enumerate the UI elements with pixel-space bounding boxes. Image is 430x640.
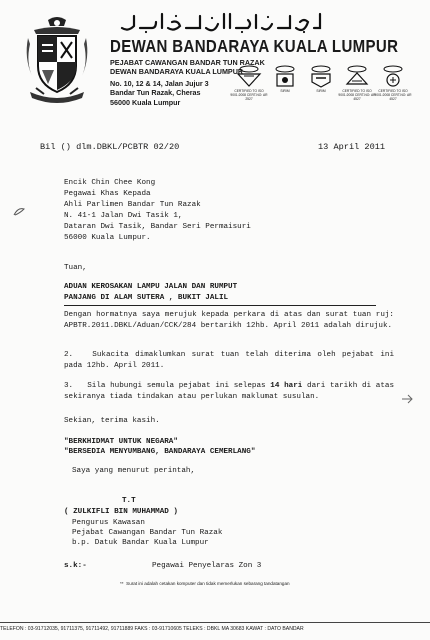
cert-mark-icon [234, 64, 264, 88]
paragraph-2: 2. Sukacita dimaklumkan surat tuan telah diterima oleh pejabat ini pada 12hb. April 2011. [64, 351, 394, 370]
cert-mark-icon [378, 64, 408, 88]
branch-line1: PEJABAT CAWANGAN BANDAR TUN RAZAK [110, 58, 265, 67]
signatory-name: ( ZULKIFLI BIN MUHAMMAD ) [64, 508, 178, 516]
address-line1: No. 10, 12 & 14, Jalan Jujur 3 [110, 79, 209, 88]
svg-text:ديوان بندارايا کوالا لومڤور: ديوان بندارايا کوالا لومڤور [118, 10, 129, 11]
dbkl-crest-icon [22, 14, 92, 104]
copy-label: s.k:- [64, 562, 87, 570]
recipient-line: 56000 Kuala Lumpur. [64, 234, 151, 242]
letter-date: 13 April 2011 [318, 142, 386, 152]
certification-badge: SIRIM [266, 64, 304, 93]
paragraph-3: 3. Sila hubungi semula pejabat ini selepas 14 hari dari tarikh di atas sekiranya tiada tindakan atau perlukan maklumat susulan. [64, 382, 395, 401]
jawi-title [118, 10, 324, 34]
sirim-mark-icon [306, 64, 336, 88]
salutation: Tuan, [64, 264, 87, 272]
margin-mark-icon [12, 205, 26, 217]
footer-rule [0, 622, 430, 623]
certification-badge: CERTIFIED TO ISO 9001:2008 CERT.NO: AR 4527 [374, 64, 412, 101]
recipient-line: Dataran Dwi Tasik, Bandar Seri Permaisuri [64, 223, 251, 231]
sirim-mark-icon [270, 64, 300, 88]
sign-off: Saya yang menurut perintah, [72, 467, 196, 475]
cert-mark-icon [342, 64, 372, 88]
subject-line1: ADUAN KEROSAKAN LAMPU JALAN DAN RUMPUT [64, 283, 238, 291]
organisation-name: DEWAN BANDARAYA KUALA LUMPUR [110, 36, 399, 56]
subject-line2: PANJANG DI ALAM SUTERA , BUKIT JALIL [64, 294, 229, 302]
signature-tt: T.T [122, 497, 136, 505]
subject-underline [64, 305, 376, 306]
handwritten-number: ) dlm.DBKL/PCBTR 02/20 [65, 142, 180, 152]
branch-line2: DEWAN BANDARAYA KUALA LUMPUR [110, 67, 244, 76]
recipient-line: Ahli Parlimen Bandar Tun Razak [64, 201, 201, 209]
recipient-line: N. 41-1 Jalan Dwi Tasik 1, [64, 212, 183, 220]
closing-line: Sekian, terima kasih. [64, 417, 160, 425]
recipient-line: Encik Chin Chee Kong [64, 179, 156, 187]
motto-line1: "BERKHIDMAT UNTUK NEGARA" [64, 438, 178, 446]
address-line3: 56000 Kuala Lumpur [110, 98, 181, 107]
paragraph-1: Dengan hormatnya saya merujuk kepada perkara di atas dan surat tuan ruj: APBTR.2011.DBKL/Aduan/CCK/284 bertarikh 12hb. April 2011 adalah dirujuk. [64, 311, 394, 330]
certification-badge: CERTIFIED TO ISO 9001:2008 CERT.NO: AR 4527 [338, 64, 376, 101]
motto-line2: "BERSEDIA MENYUMBANG, BANDARAYA CEMERLANG" [64, 448, 256, 456]
recipient-line: Pegawai Khas Kepada [64, 190, 151, 198]
computer-generated-note: ** Surat ini adalah cetakan komputer dan tidak memerlukan sebarang tandatangan [120, 581, 290, 586]
certification-badge: SIRIM [302, 64, 340, 93]
reference-number: Bil () dlm.DBKL/PCBTR 02/20 [40, 142, 180, 152]
copy-recipient: Pegawai Penyelaras Zon 3 [152, 562, 262, 570]
signatory-title1: Pengurus Kawasan [72, 519, 145, 527]
address-line2: Bandar Tun Razak, Cheras [110, 88, 201, 97]
contact-footer: TELEFON : 03-91712035, 91711375, 91711492, 91711889 FAKS : 03-91710605 TELEKS : DBKL MA 30683 KAWAT : DATO BANDAR [0, 626, 304, 632]
signatory-title2: Pejabat Cawangan Bandar Tun Razak [72, 529, 223, 537]
certification-badge: CERTIFIED TO ISO 9001:2008 CERT.NO: AR 2527 [230, 64, 268, 101]
signatory-title3: b.p. Datuk Bandar Kuala Lumpur [72, 539, 209, 547]
margin-arrow-icon [400, 393, 414, 405]
